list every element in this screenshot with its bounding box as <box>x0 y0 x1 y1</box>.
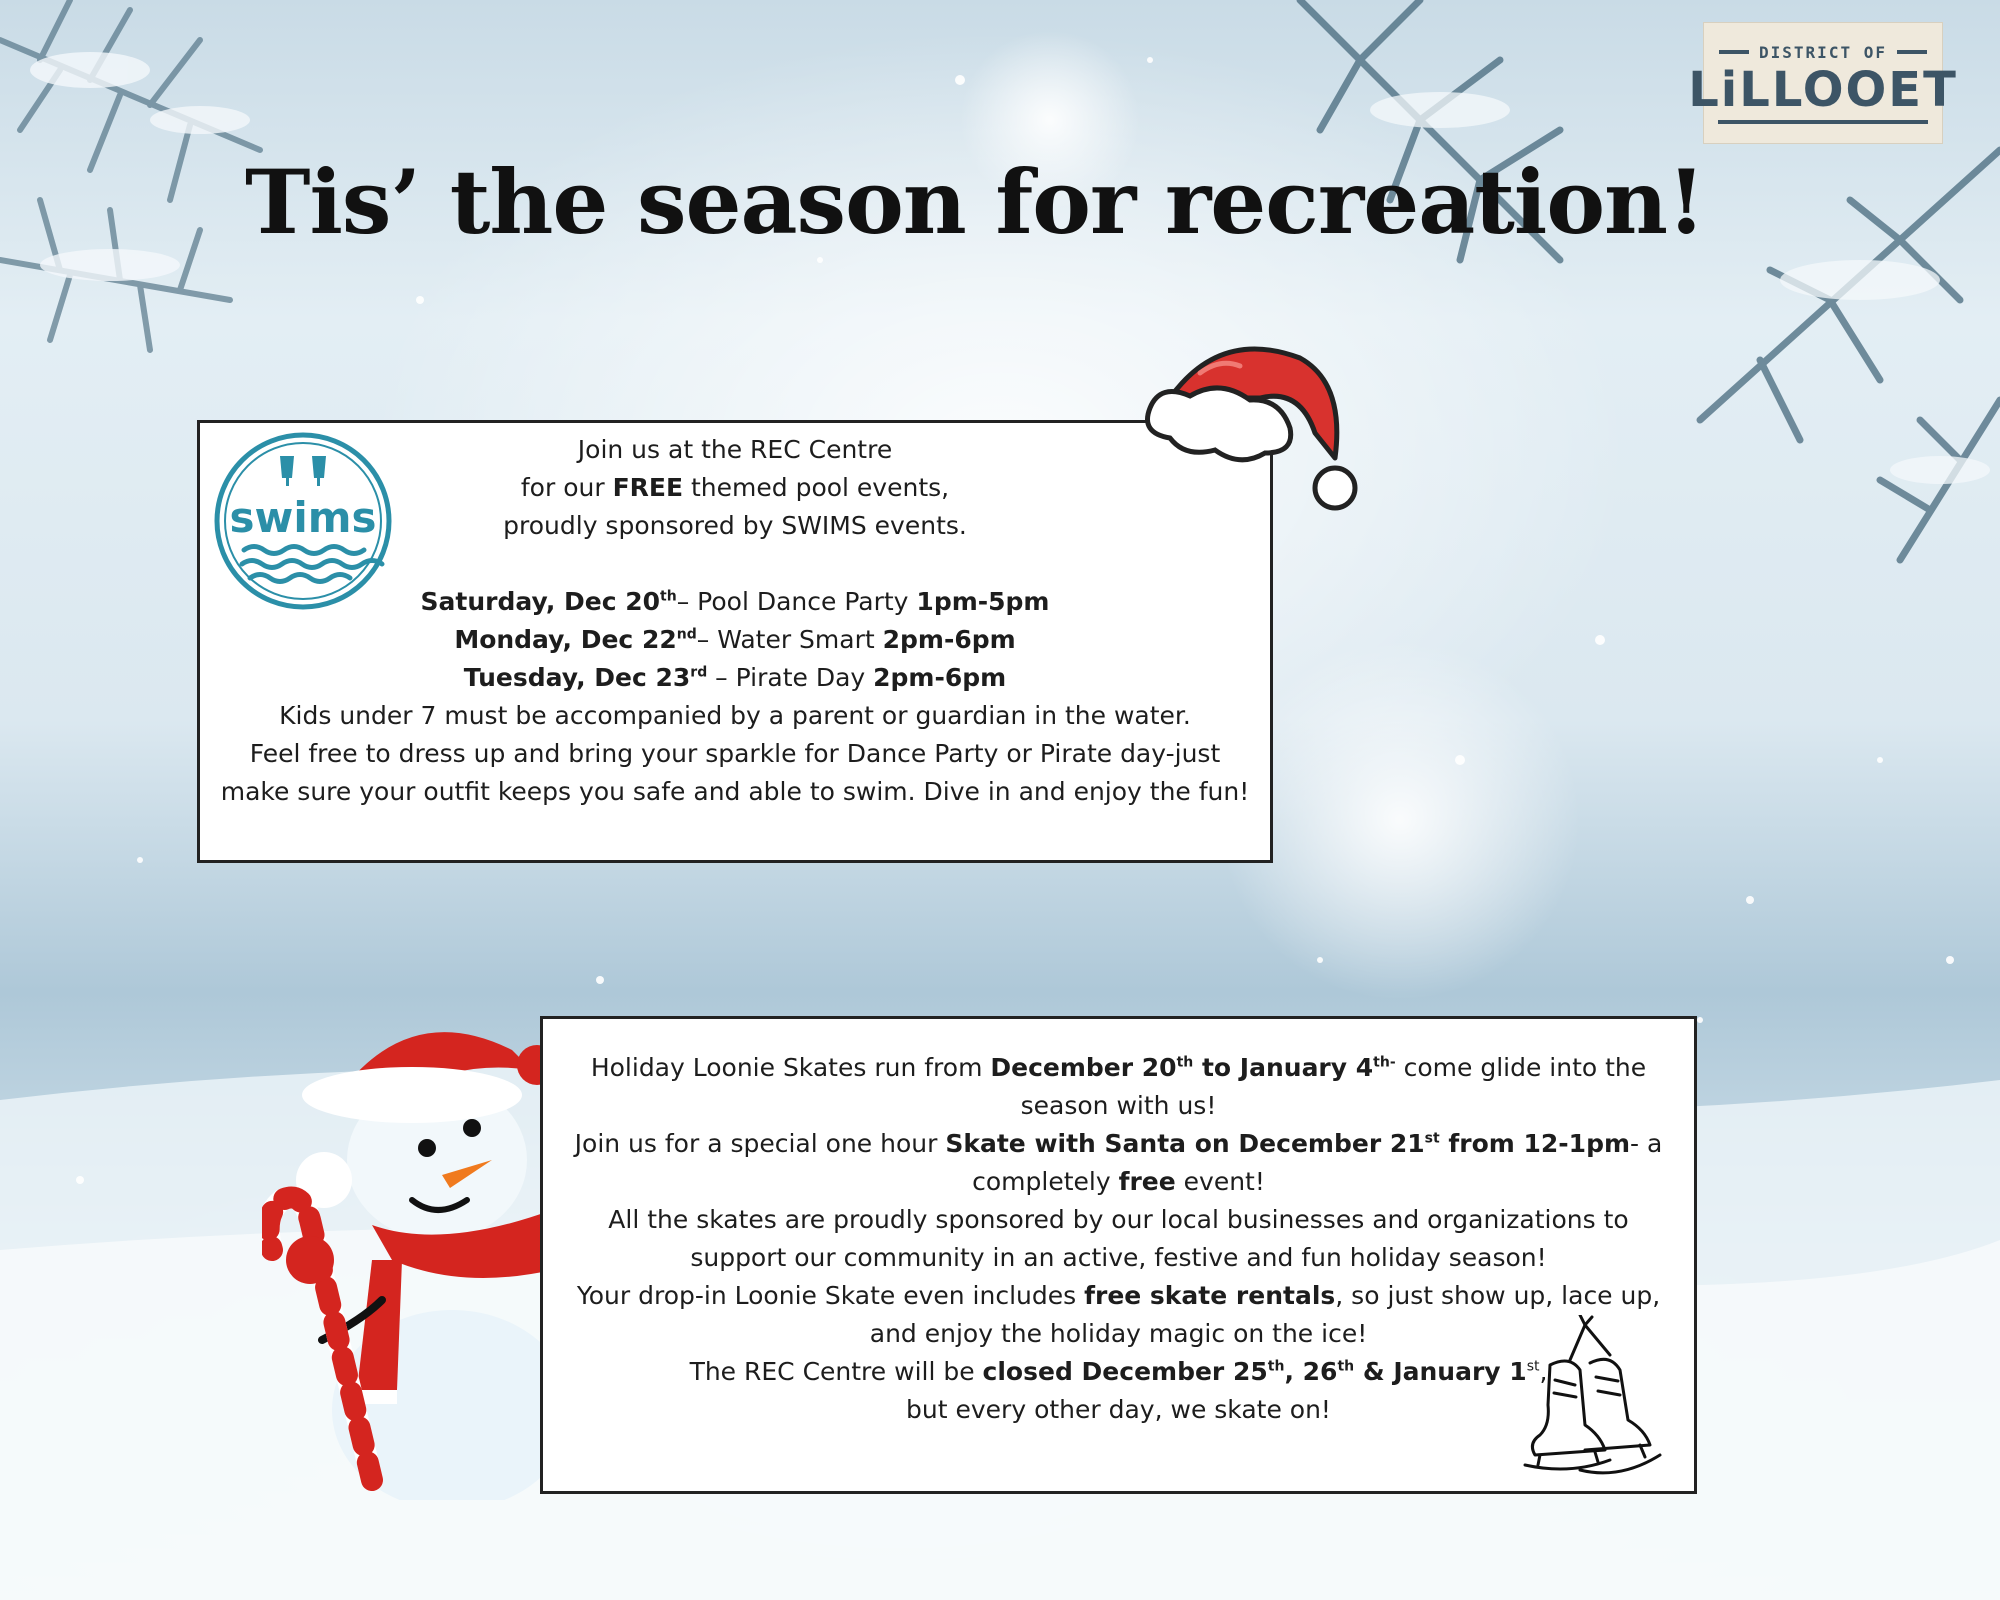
event-description: – Water Smart <box>696 625 883 654</box>
date-suffix: th <box>1337 1358 1355 1375</box>
free-label: FREE <box>612 473 684 502</box>
free-label: free <box>1118 1167 1176 1196</box>
logo-underline <box>1718 120 1928 124</box>
closed-date: closed December 25 <box>982 1357 1268 1386</box>
swims-logo-text: swims <box>229 493 377 542</box>
text: , <box>1539 1357 1548 1386</box>
date-suffix: st <box>1424 1130 1440 1147</box>
logo-dash-right <box>1897 50 1927 54</box>
sponsors-line: All the skates are proudly sponsored by our local businesses and organizations to support our community in an active, festive and fun holiday season! <box>608 1205 1629 1272</box>
closed-date: , 26 <box>1284 1357 1338 1386</box>
skate-start-date: December 20 <box>990 1053 1177 1082</box>
date-suffix: th- <box>1373 1054 1396 1071</box>
text: The REC Centre will be <box>689 1357 983 1386</box>
text: - a completely <box>972 1129 1663 1196</box>
swims-logo <box>214 432 392 610</box>
logo-top-text: DISTRICT OF <box>1759 42 1887 62</box>
pool-intro-line1: Join us at the REC Centre <box>577 435 893 464</box>
free-rentals-label: free skate rentals <box>1084 1281 1336 1310</box>
event-row <box>220 659 1250 697</box>
skate-with-santa-line <box>567 1125 1670 1201</box>
page-title: Tis’ the season for recreation! <box>245 150 1705 254</box>
logo-top-row <box>1719 43 1927 62</box>
date-suffix: th <box>1267 1358 1285 1375</box>
logo-dash-left <box>1719 50 1749 54</box>
santa-hat-icon <box>1130 338 1380 518</box>
santa-skate-date: Skate with Santa on December 21 <box>945 1129 1425 1158</box>
closures-line <box>567 1353 1670 1391</box>
date-suffix: st <box>1526 1358 1540 1375</box>
skate-end-date: to January 4 <box>1193 1053 1374 1082</box>
event-day: Monday, Dec 22 <box>454 625 677 654</box>
snowman-icon <box>262 1010 552 1500</box>
event-description: – Pool Dance Party <box>676 587 917 616</box>
pool-intro-text: for our <box>520 473 613 502</box>
event-time: 2pm-6pm <box>882 625 1016 654</box>
pool-intro-line3: proudly sponsored by SWIMS events. <box>503 511 967 540</box>
event-description: – Pirate Day <box>707 663 874 692</box>
dress-up-note: Feel free to dress up and bring your sparkle for Dance Party or Pirate day-just make sure your outfit keeps you safe and able to swim. Dive in and enjoy the fun! <box>220 739 1250 806</box>
event-day-suffix: rd <box>690 664 708 681</box>
text: Holiday Loonie Skates run from <box>590 1053 991 1082</box>
logo-main-text: LiLLOOET <box>1688 61 1958 118</box>
text: Your drop-in Loonie Skate even includes <box>576 1281 1085 1310</box>
event-day: Saturday, Dec 20 <box>420 587 661 616</box>
event-day-suffix: nd <box>676 626 697 643</box>
text: come glide into the season with us! <box>1020 1053 1647 1120</box>
rentals-line <box>567 1277 1670 1353</box>
text: Join us for a special one hour <box>574 1129 946 1158</box>
ice-skates-icon <box>1510 1315 1680 1485</box>
event-time: 1pm-5pm <box>916 587 1050 616</box>
event-time: 2pm-6pm <box>873 663 1007 692</box>
skate-dates-line <box>567 1049 1670 1125</box>
closed-date: & January 1 <box>1354 1357 1527 1386</box>
text: , so just show up, lace up, and enjoy the holiday magic on the ice! <box>869 1281 1661 1348</box>
district-logo <box>1688 22 1958 144</box>
skate-on-line: but every other day, we skate on! <box>906 1395 1331 1424</box>
date-suffix: th <box>1176 1054 1194 1071</box>
santa-skate-time: from 12-1pm <box>1439 1129 1631 1158</box>
event-day-suffix: th <box>660 588 677 605</box>
event-row <box>220 621 1250 659</box>
text: event! <box>1175 1167 1265 1196</box>
event-day: Tuesday, Dec 23 <box>463 663 691 692</box>
supervision-note: Kids under 7 must be accompanied by a parent or guardian in the water. <box>279 701 1191 730</box>
pool-intro-text: themed pool events, <box>683 473 950 502</box>
